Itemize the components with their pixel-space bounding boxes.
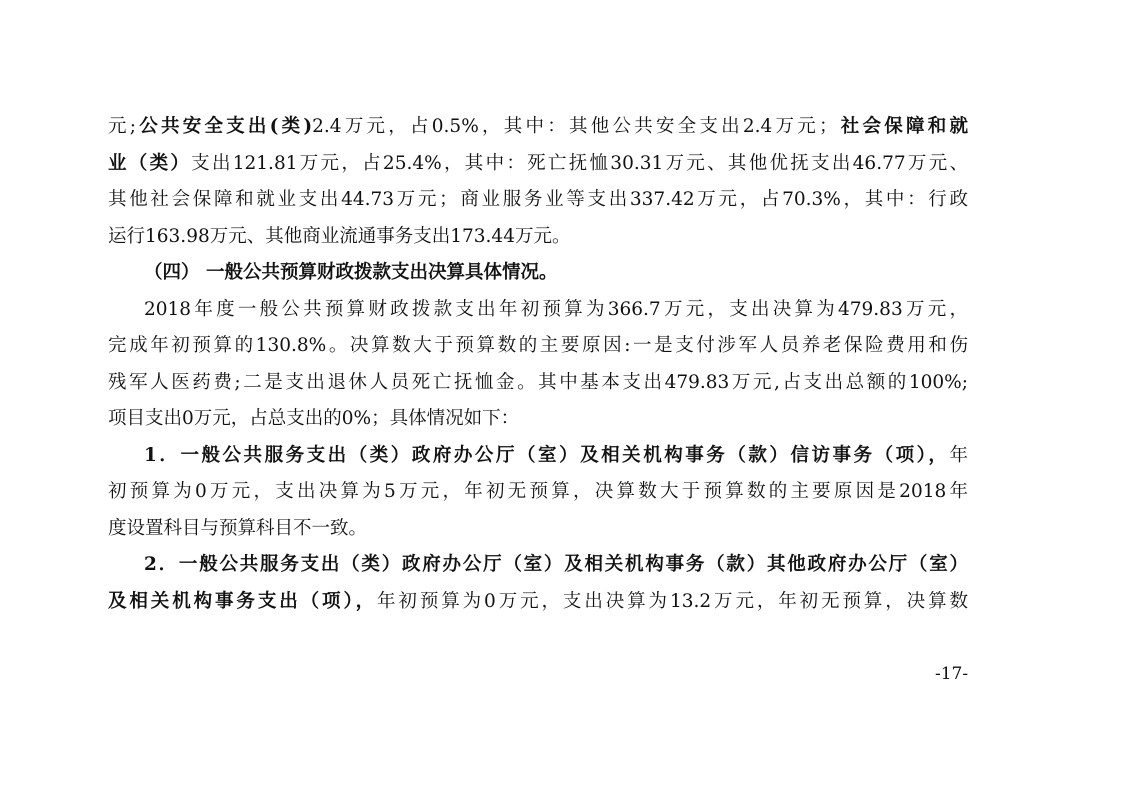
text-line: 度设置科目与预算科目不一致。: [108, 517, 368, 539]
text-run: 支出121.81万元，占25.4%，其中：死亡抚恤30.31万元、其他优抚支出46.77万元、: [191, 152, 968, 174]
item-title: 2．一般公共服务支出（类）政府办公厅（室）及相关机构事务（款）其他政府办公厅（室）: [144, 554, 968, 575]
text-line: [108, 584, 968, 621]
page-number: -17-: [935, 664, 969, 684]
text-run: 年: [949, 444, 968, 466]
text-line: [108, 438, 968, 475]
text-line: 运行163.98万元、其他商业流通事务支出173.44万元。: [108, 225, 571, 247]
item-title: 及相关机构事务支出（项），: [108, 590, 378, 612]
text-run: 元;: [108, 116, 136, 137]
text-line: 完成年初预算的130.8%。决算数大于预算数的主要原因:一是支付涉军人员养老保险费用和伤: [108, 335, 968, 356]
text-run: 年初预算为0万元，支出决算为13.2万元，年初无预算，决算数: [377, 590, 968, 612]
item-title: 1．一般公共服务支出（类）政府办公厅（室）及相关机构事务（款）信访事务（项），: [144, 444, 950, 466]
text-line: 项目支出0万元，占总支出的0%；具体情况如下：: [108, 408, 520, 429]
text-line: 初预算为0万元，支出决算为5万元，年初无预算，决算数大于预算数的主要原因是2018年: [108, 481, 968, 502]
bold-term: 公共安全支出(类): [135, 116, 313, 137]
text-line: [108, 109, 968, 146]
body-text: [108, 109, 968, 620]
section-heading: （四） 一般公共预算财政拨款支出决算具体情况。: [144, 262, 558, 283]
text-line: 其他社会保障和就业支出44.73万元；商业服务业等支出337.42万元，占70.3%，其中：行政: [108, 189, 968, 210]
text-line: [108, 146, 968, 183]
text-line: 残军人医药费;二是支出退休人员死亡抚恤金。其中基本支出479.83万元,占支出总额的100%;: [108, 371, 968, 393]
bold-term: 社会保障和就: [837, 116, 968, 137]
bold-term: 业（类）: [108, 152, 192, 174]
text-run: 2.4万元，占0.5%，其中：其他公共安全支出2.4万元；: [312, 116, 838, 137]
text-line: 2018年度一般公共预算财政拨款支出年初预算为366.7万元，支出决算为479.83万元，: [144, 298, 968, 320]
